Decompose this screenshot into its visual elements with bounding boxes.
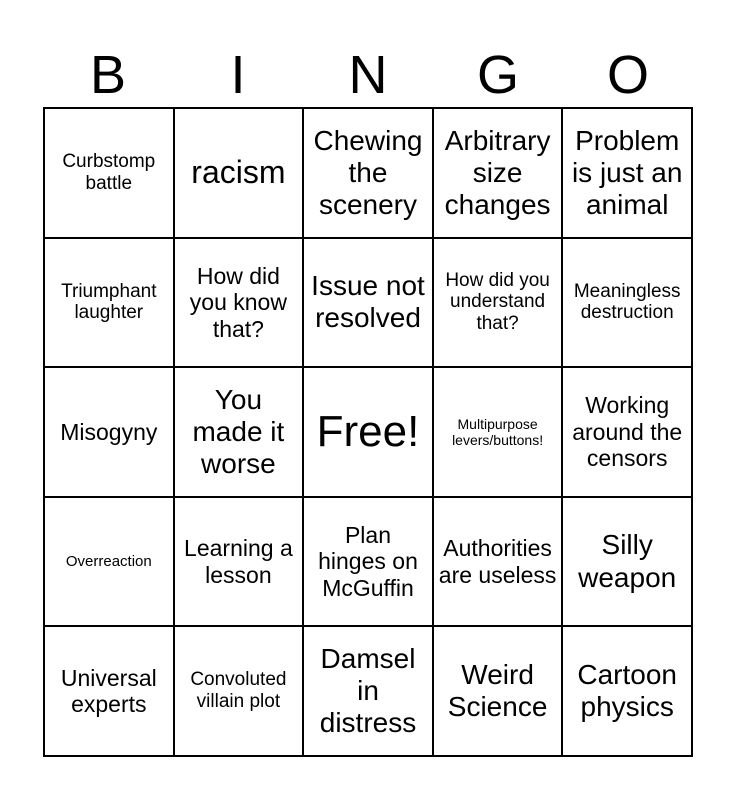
cell-text: Damsel in distress <box>319 642 417 739</box>
bingo-cell-r2-c5[interactable] <box>563 239 693 369</box>
bingo-cell-r4-c5[interactable] <box>563 498 693 628</box>
bingo-cell-r3-c5[interactable] <box>563 368 693 498</box>
header-letter-n: N <box>348 45 388 105</box>
header-letter-i: I <box>230 45 246 105</box>
cell-text: Chewing the scenery <box>313 124 423 220</box>
bingo-cell-r2-c2[interactable] <box>175 239 305 369</box>
bingo-cell-free[interactable] <box>304 368 434 498</box>
cell-text: Universal experts <box>60 664 157 718</box>
cell-text: Weird Science <box>447 659 548 723</box>
cell-text: Overreaction <box>65 552 152 570</box>
bingo-cell-r3-c4[interactable] <box>434 368 564 498</box>
bingo-cell-r1-c3[interactable] <box>304 109 434 239</box>
bingo-cell-r2-c3[interactable] <box>304 239 434 369</box>
cell-text: Meaningless destruction <box>573 280 681 324</box>
bingo-cell-r4-c1[interactable] <box>45 498 175 628</box>
bingo-cell-r5-c1[interactable] <box>45 627 175 757</box>
cell-text: How did you understand that? <box>445 269 550 335</box>
cell-text: Authorities are useless <box>438 535 557 588</box>
header-letter-b: B <box>89 45 127 105</box>
cell-text: Silly weapon <box>578 529 677 593</box>
cell-text: Arbitrary size changes <box>444 124 551 220</box>
cell-text: Convoluted villain plot <box>190 669 287 713</box>
cell-text: Learning a lesson <box>184 535 293 588</box>
bingo-cell-r5-c4[interactable] <box>434 627 564 757</box>
cell-text: Working around the censors <box>572 392 683 472</box>
cell-text: racism <box>191 154 286 191</box>
bingo-cell-r1-c2[interactable] <box>175 109 305 239</box>
bingo-cell-r4-c2[interactable] <box>175 498 305 628</box>
bingo-cell-r4-c4[interactable] <box>434 498 564 628</box>
bingo-cell-r5-c5[interactable] <box>563 627 693 757</box>
bingo-cell-r1-c4[interactable] <box>434 109 564 239</box>
cell-text: Triumphant laughter <box>61 280 157 324</box>
cell-text: Cartoon physics <box>577 659 677 723</box>
bingo-board <box>43 107 693 757</box>
bingo-header <box>43 44 693 106</box>
free-space-text: Free! <box>316 406 420 456</box>
bingo-cell-r5-c3[interactable] <box>304 627 434 757</box>
header-letter-o: O <box>606 45 649 105</box>
cell-text: Problem is just an animal <box>571 124 683 220</box>
bingo-cell-r3-c2[interactable] <box>175 368 305 498</box>
cell-text: You made it worse <box>192 383 285 480</box>
bingo-cell-r4-c3[interactable] <box>304 498 434 628</box>
cell-text: Plan hinges on McGuffin <box>318 521 418 601</box>
bingo-cell-r2-c4[interactable] <box>434 239 564 369</box>
bingo-cell-r3-c1[interactable] <box>45 368 175 498</box>
header-letter-g: G <box>476 45 519 105</box>
bingo-cell-r1-c1[interactable] <box>45 109 175 239</box>
bingo-cell-r2-c1[interactable] <box>45 239 175 369</box>
cell-text: Curbstomp battle <box>62 150 156 194</box>
bingo-cell-r5-c2[interactable] <box>175 627 305 757</box>
cell-text: Issue not resolved <box>311 270 425 334</box>
cell-text: Multipurpose levers/buttons! <box>452 415 544 448</box>
cell-text: Misogyny <box>60 418 158 445</box>
cell-text: How did you know that? <box>189 262 287 342</box>
bingo-cell-r1-c5[interactable] <box>563 109 693 239</box>
